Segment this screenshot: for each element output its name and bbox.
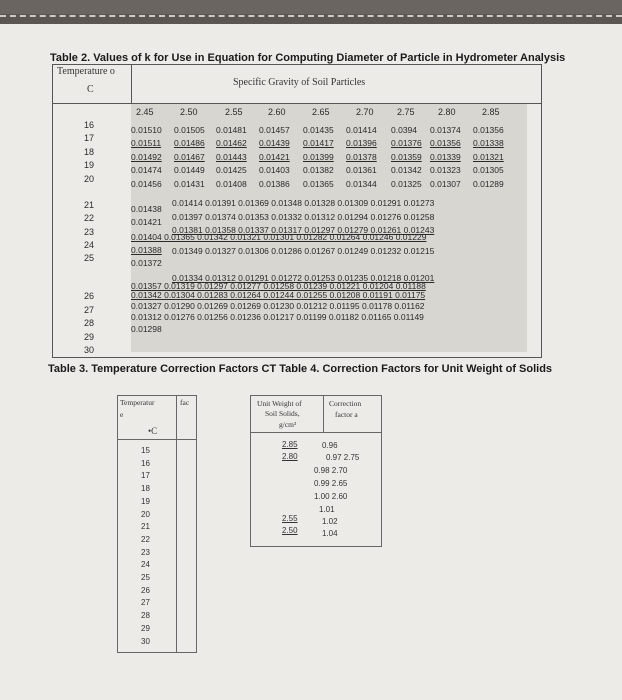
k-value-cell: 0.01435 [303, 125, 334, 135]
k-value-line: 0.01421 [131, 217, 162, 227]
k-value-line: 0.01414 0.01391 0.01369 0.01348 0.01328 0.01309 0.01291 0.01273 [172, 198, 435, 208]
k-value-cell: 0.01386 [259, 179, 290, 189]
table2-specific-gravity-label: Specific Gravity of Soil Particles [233, 77, 366, 88]
k-value-cell: 0.01378 [346, 152, 377, 162]
gravity-header-cell: 2.65 [312, 107, 330, 117]
temperature-cell: 28 [84, 318, 95, 328]
k-value-cell: 0.01325 [391, 179, 422, 189]
k-value-cell: 0.01449 [174, 165, 205, 175]
table3-temperature-cell: 26 [141, 585, 150, 595]
k-value-cell: 0.01431 [174, 179, 205, 189]
temperature-cell: 22 [84, 213, 95, 223]
table3-temperature-cell: 15 [141, 446, 150, 455]
k-value-cell: 0.01376 [391, 138, 422, 148]
k-value-cell: 0.01505 [174, 125, 205, 135]
k-value-line: 0.01342 0.01304 0.01283 0.01264 0.01244 0.01255 0.01208 0.01191 0.01175 [131, 290, 426, 300]
table3-temperature-cell: 27 [141, 598, 150, 608]
k-value-cell: 0.01359 [391, 152, 422, 162]
table3-caption: Table 3. Temperature Correction Factors CT Table 4. Correction Factors for Unit Weight of Solids [48, 363, 553, 375]
gravity-header-cell: 2.60 [268, 107, 286, 117]
k-value-line: 0.01357 0.01319 0.01297 0.01277 0.01258 0.01239 0.01221 0.01204 0.01188 [131, 281, 426, 291]
table2-c-label: C [87, 84, 94, 95]
k-value-cell: 0.01467 [174, 152, 205, 162]
table3-temperature-cell: 18 [141, 484, 150, 494]
k-value-cell: 0.01439 [259, 138, 290, 148]
k-value-cell: 0.01289 [473, 179, 504, 189]
table4-correction-label: Correction [329, 399, 362, 408]
k-value-cell: 0.0394 [391, 125, 417, 135]
k-value-cell: 0.01374 [430, 125, 461, 135]
table3-temperature-cell: 24 [141, 560, 150, 570]
temperature-cell: 21 [84, 200, 95, 210]
table4-unit-weight-label: Unit Weight of [257, 399, 302, 408]
table4-value-cell: 1.04 [322, 529, 338, 538]
table4-value-cell: 0.98 2.70 [314, 466, 348, 475]
k-value-cell: 0.01382 [303, 165, 334, 175]
k-value-cell: 0.01356 [430, 138, 461, 148]
table3-e-label: e [120, 410, 124, 419]
table4-value-cell: 0.96 [322, 441, 338, 450]
table4-value-cell: 1.02 [322, 517, 338, 526]
dark-top-strip [0, 0, 622, 14]
k-value-cell: 0.01417 [303, 138, 334, 148]
k-value-line: 0.01327 0.01290 0.01269 0.01269 0.01230 0.01212 0.01195 0.01178 0.01162 [131, 301, 425, 311]
k-value-cell: 0.01399 [303, 152, 334, 162]
k-value-cell: 0.01457 [259, 125, 290, 135]
gravity-header-cell: 2.85 [482, 107, 500, 117]
temperature-cell: 17 [84, 133, 95, 143]
table3-temperature-label: Temperatur [120, 398, 155, 407]
k-value-cell: 0.01511 [131, 138, 162, 148]
k-value-cell: 0.01408 [216, 179, 247, 189]
table3-c-label: •C [148, 426, 158, 436]
k-value-cell: 0.01486 [174, 138, 205, 148]
table3-column-divider [176, 396, 177, 652]
k-value-cell: 0.01307 [430, 179, 461, 189]
temperature-cell: 19 [84, 160, 95, 170]
table3-temperature-cell: 23 [141, 547, 150, 557]
k-value-cell: 0.01474 [131, 165, 162, 175]
table3-temperature-cell: 16 [141, 458, 150, 468]
table4-value-cell: 0.97 2.75 [326, 453, 360, 462]
temperature-cell: 29 [84, 332, 95, 342]
k-value-cell: 0.01462 [216, 138, 247, 148]
k-value-cell: 0.01342 [391, 165, 422, 175]
gravity-header-cell: 2.75 [397, 107, 415, 117]
table4-unit-weight-cell: 2.80 [282, 452, 298, 461]
table3-fac-label: fac [180, 398, 190, 407]
k-value-line: 0.01397 0.01374 0.01353 0.01332 0.01312 0.01294 0.01276 0.01258 [172, 212, 435, 222]
table4-value-cell: 0.99 2.65 [314, 479, 348, 488]
temperature-cell: 30 [84, 345, 95, 355]
k-value-cell: 0.01396 [346, 138, 377, 148]
k-value-line: 0.01381 0.01358 0.01337 0.01317 0.01297 0.01279 0.01261 0.01243 [172, 225, 435, 235]
k-value-line: 0.01372 [131, 258, 162, 268]
k-value-cell: 0.01305 [473, 165, 504, 175]
table4-units-label: g/cm³ [279, 420, 297, 429]
k-value-cell: 0.01323 [430, 165, 461, 175]
table4-factor-label: factor a [335, 410, 358, 419]
k-value-cell: 0.01425 [216, 165, 247, 175]
temperature-cell: 16 [84, 120, 95, 130]
k-value-cell: 0.01339 [430, 152, 461, 162]
k-value-cell: 0.01361 [346, 165, 377, 175]
k-value-cell: 0.01365 [303, 179, 334, 189]
table3-temperature-cell: 30 [141, 636, 150, 646]
table4-unit-weight-cell: 2.55 [282, 514, 298, 523]
k-value-cell: 0.01456 [131, 179, 162, 189]
temperature-cell: 20 [84, 174, 95, 184]
temperature-cell: 24 [84, 240, 95, 250]
k-value-line: 0.01298 [131, 324, 162, 334]
table3-temperature-cell: 21 [141, 522, 150, 532]
k-value-cell: 0.01421 [259, 152, 290, 162]
k-value-line: 0.01312 0.01276 0.01256 0.01236 0.01217 0.01199 0.01182 0.01165 0.01149 [131, 312, 424, 322]
table4-soil-solids-label: Soil Solids, [265, 409, 300, 418]
gravity-header-cell: 2.50 [180, 107, 198, 117]
k-value-cell: 0.01403 [259, 165, 290, 175]
table3-temperature-cell: 28 [141, 611, 150, 621]
table4-header-divider [251, 432, 381, 433]
k-value-cell: 0.01492 [131, 152, 162, 162]
temperature-cell: 18 [84, 147, 95, 157]
k-value-cell: 0.01443 [216, 152, 247, 162]
table4-value-cell: 1.00 2.60 [314, 492, 348, 501]
table3-header-divider [118, 439, 196, 440]
gravity-header-cell: 2.55 [225, 107, 243, 117]
k-value-cell: 0.01356 [473, 125, 504, 135]
table3-temperature-cell: 19 [141, 496, 150, 506]
table3 [117, 395, 197, 653]
table2-caption: Table 2. Values of k for Use in Equation for Computing Diameter of Particle in Hydrometer Analysis [50, 52, 566, 64]
gravity-header-cell: 2.80 [438, 107, 456, 117]
temperature-cell: 25 [84, 253, 95, 263]
temperature-cell: 26 [84, 291, 95, 301]
k-value-cell: 0.01414 [346, 125, 377, 135]
k-value-line: 0.01334 0.01312 0.01291 0.01272 0.01253 0.01235 0.01218 0.01201 [172, 273, 435, 283]
table2-temperature-label: Temperature o [57, 66, 115, 77]
k-value-cell: 0.01510 [131, 125, 162, 135]
table4-value-cell: 1.01 [319, 505, 335, 514]
table4-unit-weight-cell: 2.50 [282, 526, 298, 535]
temperature-cell: 23 [84, 227, 95, 237]
k-value-line: 0.01438 [131, 204, 162, 214]
table4-column-divider [323, 396, 324, 432]
k-value-cell: 0.01338 [473, 138, 504, 148]
gravity-header-cell: 2.70 [356, 107, 374, 117]
k-value-cell: 0.01321 [473, 152, 504, 162]
table3-temperature-cell: 29 [141, 623, 150, 633]
k-value-line: 0.01349 0.01327 0.01306 0.01286 0.01267 0.01249 0.01232 0.01215 [172, 246, 435, 256]
dashed-border [0, 15, 622, 19]
table3-temperature-cell: 20 [141, 509, 150, 519]
table3-temperature-cell: 17 [141, 471, 150, 481]
gravity-header-cell: 2.45 [136, 107, 154, 117]
table3-temperature-cell: 25 [141, 573, 150, 582]
table4-unit-weight-cell: 2.85 [282, 440, 298, 449]
temperature-cell: 27 [84, 305, 95, 315]
k-value-line: 0.01404 0.01365 0.01342 0.01321 0.01301 0.01282 0.01264 0.01246 0.01229 [131, 232, 427, 242]
k-value-cell: 0.01481 [216, 125, 247, 135]
k-value-line: 0.01388 [131, 245, 162, 255]
k-value-cell: 0.01344 [346, 179, 377, 189]
table3-temperature-cell: 22 [141, 534, 150, 544]
